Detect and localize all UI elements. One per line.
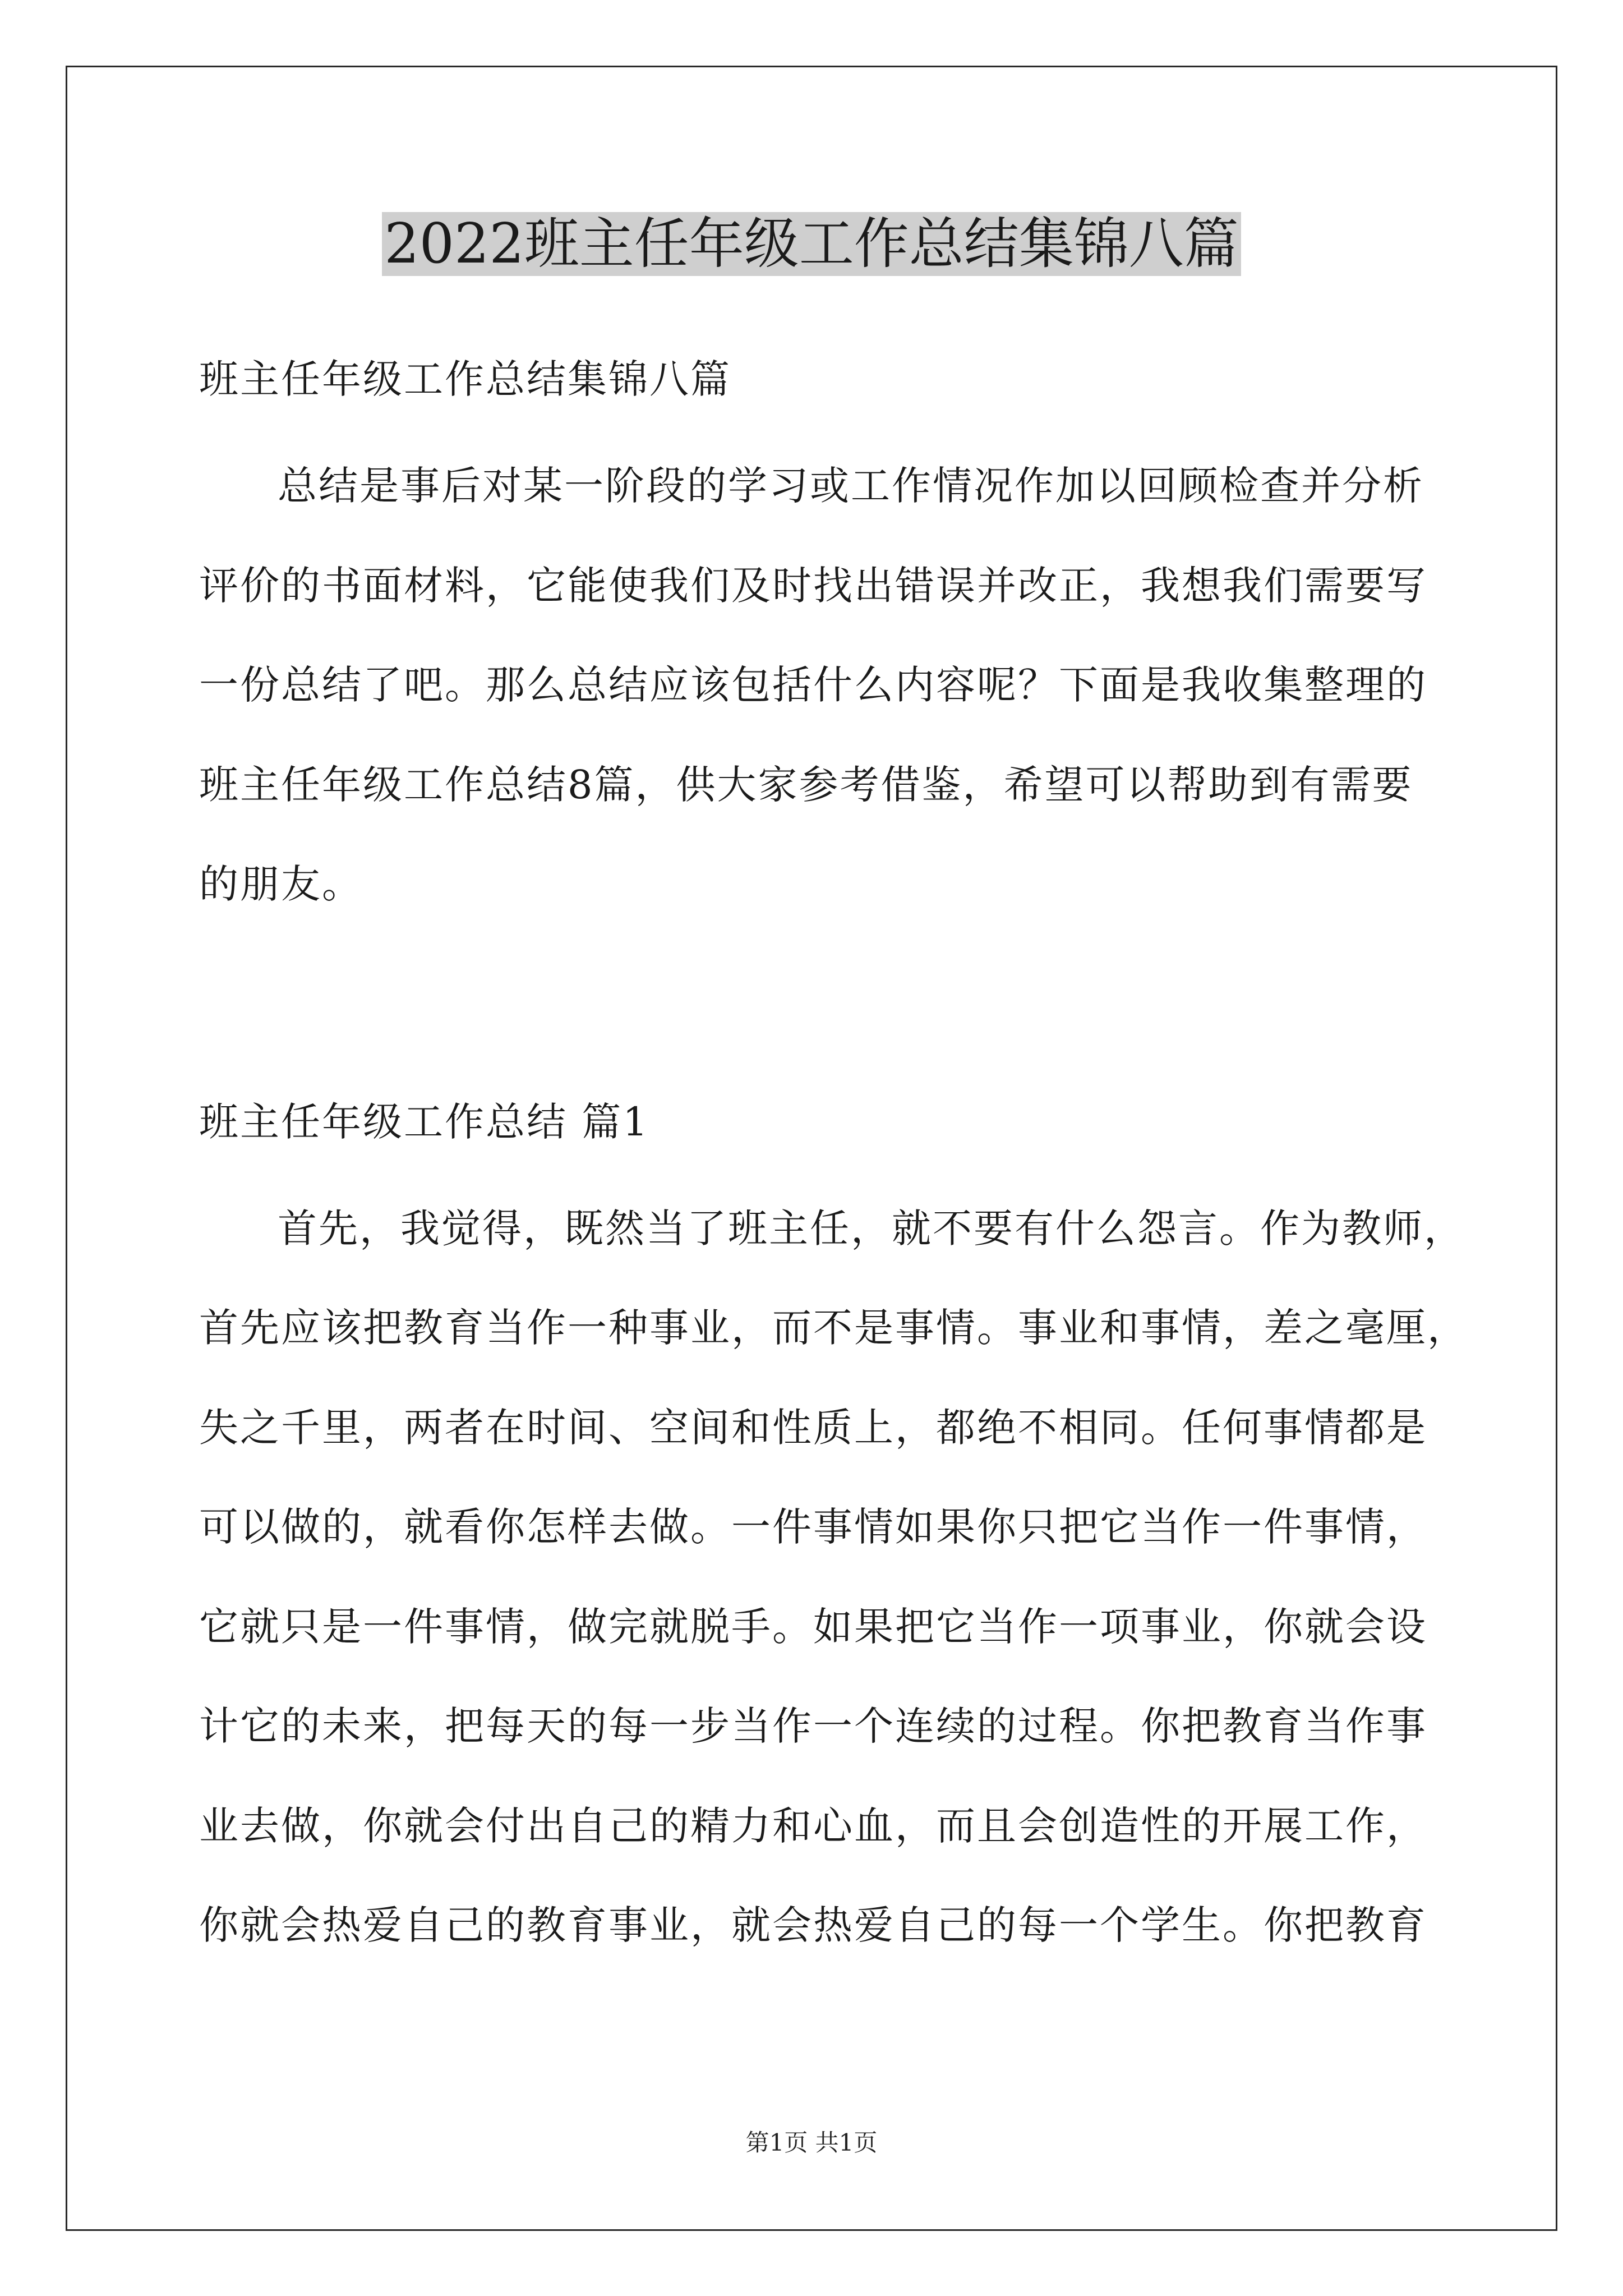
intro-line: 一份总结了吧。那么总结应该包括什么内容呢？下面是我收集整理的 xyxy=(199,662,1427,708)
section-heading: 班主任年级工作总结 篇1 xyxy=(199,1099,649,1145)
document-title-text: 2022班主任年级工作总结集锦八篇 xyxy=(382,212,1241,276)
document-subtitle: 班主任年级工作总结集锦八篇 xyxy=(199,356,731,402)
intro-line: 总结是事后对某一阶段的学习或工作情况作加以回顾检查并分析 xyxy=(278,463,1424,509)
page-number-footer: 第1页 共1页 xyxy=(745,2129,878,2156)
intro-line: 班主任年级工作总结8篇，供大家参考借鉴，希望可以帮助到有需要 xyxy=(199,762,1413,808)
body-line: 业去做，你就会付出自己的精力和心血，而且会创造性的开展工作， xyxy=(199,1803,1427,1849)
body-line: 首先，我觉得，既然当了班主任，就不要有什么怨言。作为教师， xyxy=(278,1205,1465,1251)
body-line: 失之千里，两者在时间、空间和性质上，都绝不相同。任何事情都是 xyxy=(199,1405,1427,1451)
body-line: 它就只是一件事情，做完就脱手。如果把它当作一项事业，你就会设 xyxy=(199,1604,1427,1650)
body-line: 可以做的，就看你怎样去做。一件事情如果你只把它当作一件事情， xyxy=(199,1504,1427,1550)
document-title xyxy=(0,208,1623,280)
intro-line: 的朋友。 xyxy=(199,861,363,907)
body-line: 计它的未来，把每天的每一步当作一个连续的过程。你把教育当作事 xyxy=(199,1703,1427,1749)
body-line: 首先应该把教育当作一种事业，而不是事情。事业和事情，差之毫厘， xyxy=(199,1305,1468,1351)
intro-line: 评价的书面材料，它能使我们及时找出错误并改正，我想我们需要写 xyxy=(199,563,1427,609)
body-line: 你就会热爱自己的教育事业，就会热爱自己的每一个学生。你把教育 xyxy=(199,1902,1427,1948)
